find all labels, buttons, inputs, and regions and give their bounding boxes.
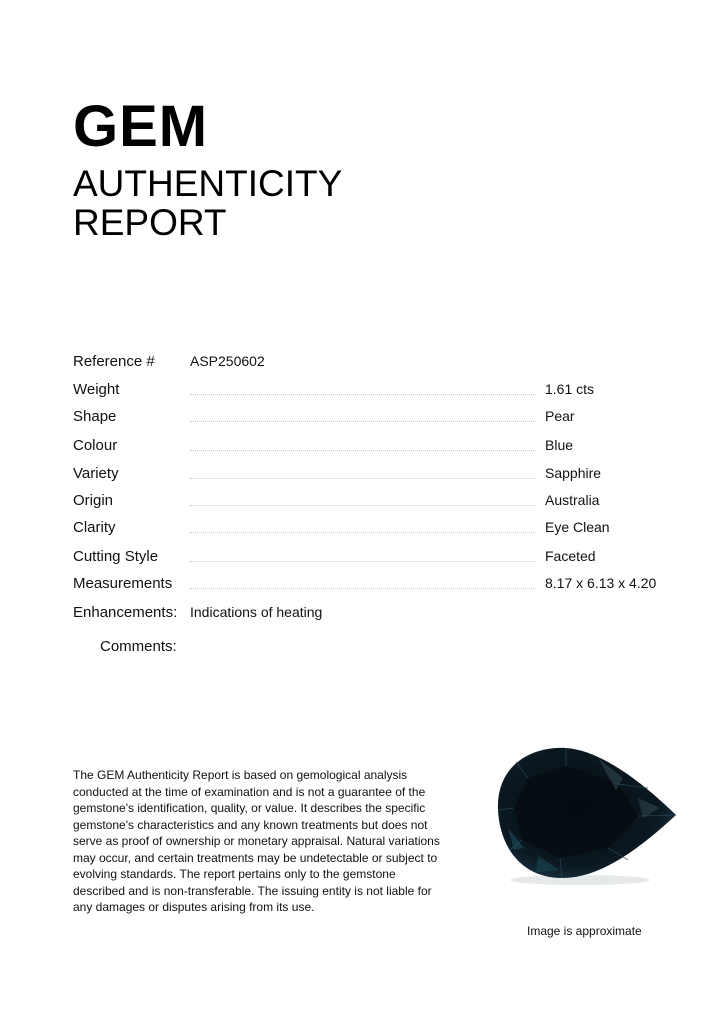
- dotted-leader: [190, 421, 536, 422]
- detail-value: 8.17 x 6.13 x 4.20: [545, 575, 657, 591]
- reference-row: [73, 353, 663, 375]
- detail-value: Faceted: [545, 548, 596, 564]
- detail-value: 1.61 cts: [545, 381, 595, 397]
- detail-row-shape: [73, 408, 663, 430]
- report-subtitle-line1: AUTHENTICITY: [73, 163, 343, 204]
- enhancements-row: [73, 604, 663, 626]
- dotted-leader: [190, 394, 536, 395]
- detail-row-measurements: [73, 575, 663, 597]
- dotted-leader: [190, 532, 536, 533]
- detail-label: Weight: [73, 381, 120, 398]
- dotted-leader: [190, 450, 536, 451]
- detail-value: Australia: [545, 492, 600, 508]
- disclaimer-text: The GEM Authenticity Report is based on gemological analysis conducted at the time of examination and is not a guarantee of the gemstone's identification, quality, or value. It describes the specific gemstone's characteristics and any known treatments but does not serve as proof of ownership or monetary appraisal. Natural variations may occur, and certain treatments may be undetectable or subject to evolving standards. The report pertains only to the gemstone described and is non-transferable. The issuing entity is not liable for any damages or disputes arising from its use.: [73, 768, 440, 914]
- detail-value: Pear: [545, 408, 575, 424]
- detail-row-cutting-style: [73, 548, 663, 570]
- reference-label: Reference #: [73, 353, 155, 370]
- detail-label: Colour: [73, 437, 118, 454]
- report-title: GEM: [73, 94, 209, 159]
- detail-label: Measurements: [73, 575, 173, 592]
- reference-value: ASP250602: [190, 353, 265, 369]
- detail-row-clarity: [73, 519, 663, 541]
- pear-sapphire-image: [488, 738, 680, 888]
- detail-value: Eye Clean: [545, 519, 610, 535]
- dotted-leader: [190, 505, 536, 506]
- detail-label: Origin: [73, 492, 114, 509]
- detail-row-weight: [73, 381, 663, 403]
- detail-label: Cutting Style: [73, 548, 159, 565]
- detail-row-colour: [73, 437, 663, 459]
- detail-value: Sapphire: [545, 465, 602, 481]
- detail-label: Shape: [73, 408, 117, 425]
- enhancements-value: Indications of heating: [190, 604, 323, 620]
- detail-value: Blue: [545, 437, 574, 453]
- enhancements-label: Enhancements:: [73, 604, 178, 621]
- detail-label: Clarity: [73, 519, 116, 536]
- detail-label: Variety: [73, 465, 119, 482]
- detail-row-variety: [73, 465, 663, 487]
- image-caption: Image is approximate: [527, 924, 642, 938]
- dotted-leader: [190, 588, 536, 589]
- dotted-leader: [190, 561, 536, 562]
- dotted-leader: [190, 478, 536, 479]
- detail-row-origin: [73, 492, 663, 514]
- comments-label: Comments:: [100, 638, 177, 655]
- report-subtitle-line2: REPORT: [73, 202, 227, 243]
